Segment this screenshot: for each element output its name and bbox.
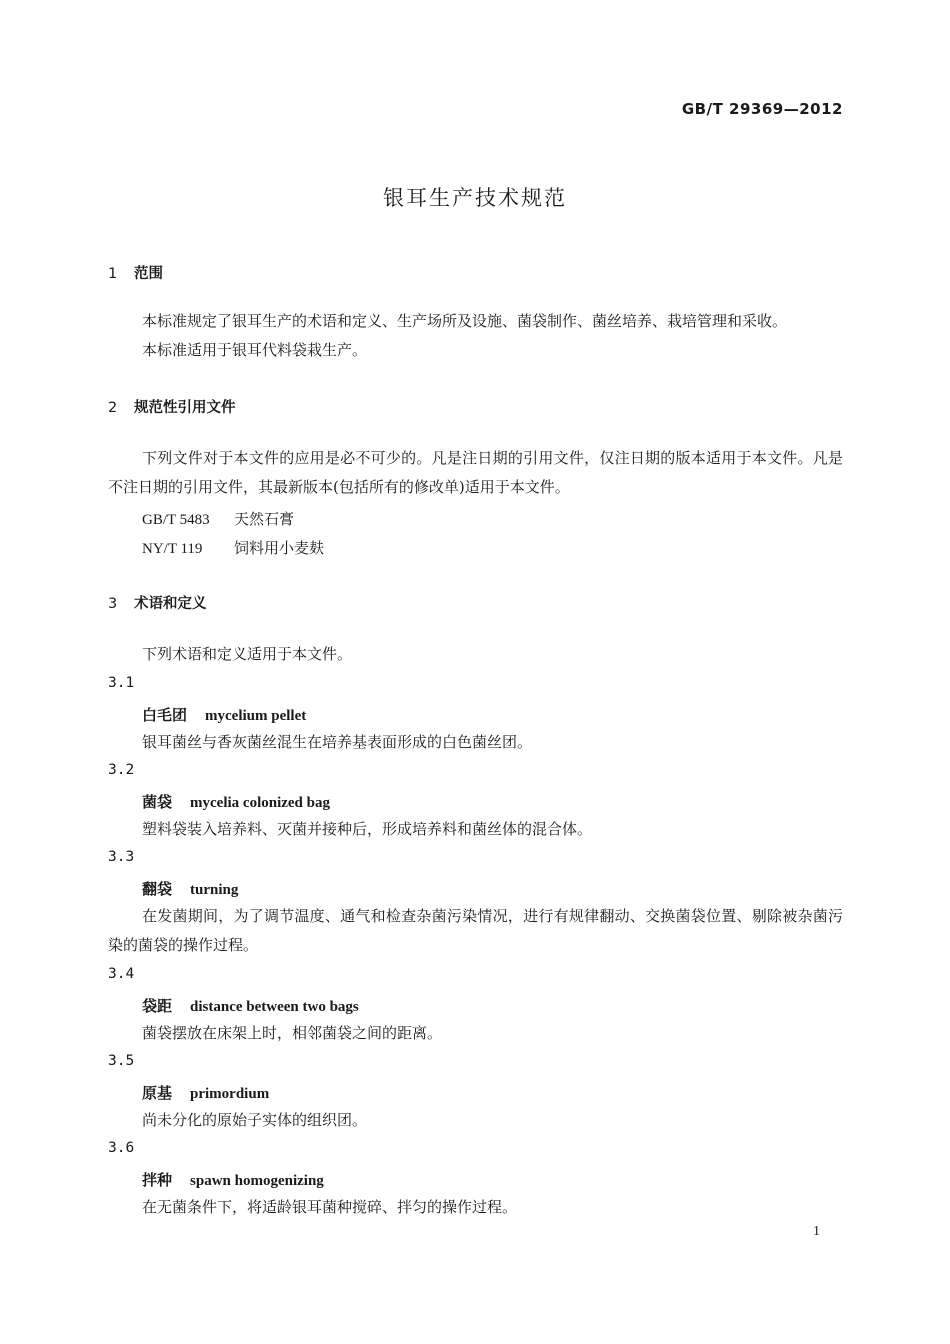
term-definition: 菌袋摆放在床架上时，相邻菌袋之间的距离。 [142, 1024, 443, 1042]
term-entry [142, 704, 306, 725]
clause-number: 3.2 [108, 762, 135, 778]
ref-code: GB/T 5483 [142, 512, 210, 528]
term-entry [142, 1082, 269, 1103]
refs-intro-paragraph: 下列文件对于本文件的应用是必不可少的。凡是注日期的引用文件，仅注日期的版本适用于本文件。凡是不注日期的引用文件，其最新版本(包括所有的修改单)适用于本文件。 [108, 449, 843, 496]
term-chinese: 袋距 [142, 997, 173, 1015]
term-definition: 塑料袋装入培养料、灭菌并接种后，形成培养料和菌丝体的混合体。 [142, 820, 593, 838]
ref-name: 饲料用小麦麸 [234, 539, 325, 557]
section-number: 1 [108, 266, 118, 282]
term-english: primordium [190, 1086, 270, 1102]
document-title: 银耳生产技术规范 [383, 186, 567, 210]
term-definition: 银耳菌丝与香灰菌丝混生在培养基表面形成的白色菌丝团。 [142, 733, 533, 751]
term-definition: 在无菌条件下，将适龄银耳菌种搅碎、拌匀的操作过程。 [142, 1198, 518, 1216]
term-chinese: 拌种 [142, 1171, 173, 1189]
term-definition: 在发菌期间，为了调节温度、通气和检查杂菌污染情况，进行有规律翻动、交换菌袋位置、剔除被杂菌污染的菌袋的操作过程。 [108, 907, 843, 954]
clause-number: 3.4 [108, 966, 135, 982]
term-chinese: 翻袋 [142, 880, 173, 898]
ref-code: NY/T 119 [142, 541, 203, 557]
ref-item [142, 508, 294, 529]
scope-paragraph-2: 本标准适用于银耳代料袋栽生产。 [142, 341, 368, 359]
term-chinese: 菌袋 [142, 793, 173, 811]
clause-number: 3.5 [108, 1053, 135, 1069]
term-english: distance between two bags [190, 999, 359, 1015]
clause-number: 3.6 [108, 1140, 135, 1156]
term-entry [142, 995, 359, 1016]
term-entry [142, 1169, 324, 1190]
term-definition: 尚未分化的原始子实体的组织团。 [142, 1111, 368, 1129]
terms-intro-paragraph: 下列术语和定义适用于本文件。 [142, 645, 353, 663]
clause-number: 3.3 [108, 849, 135, 865]
section-number: 3 [108, 596, 118, 612]
clause-number: 3.1 [108, 675, 135, 691]
section-title: 术语和定义 [134, 596, 207, 612]
section-heading-terms [108, 592, 207, 613]
term-entry [142, 791, 330, 812]
section-heading-refs [108, 396, 236, 417]
page-number: 1 [813, 1224, 820, 1239]
term-chinese: 原基 [142, 1084, 173, 1102]
section-title: 规范性引用文件 [134, 400, 236, 416]
term-english: turning [190, 882, 239, 898]
ref-name: 天然石膏 [234, 510, 295, 528]
term-entry [142, 878, 238, 899]
section-title: 范围 [134, 266, 163, 282]
standard-code: GB/T 29369—2012 [681, 100, 843, 118]
section-heading-scope [108, 262, 163, 283]
ref-item [142, 537, 324, 558]
scope-paragraph-1: 本标准规定了银耳生产的术语和定义、生产场所及设施、菌袋制作、菌丝培养、栽培管理和采收。 [142, 312, 788, 330]
term-english: mycelium pellet [205, 708, 307, 724]
term-english: mycelia colonized bag [190, 795, 330, 811]
term-chinese: 白毛团 [142, 706, 188, 724]
term-english: spawn homogenizing [190, 1173, 324, 1189]
section-number: 2 [108, 400, 118, 416]
